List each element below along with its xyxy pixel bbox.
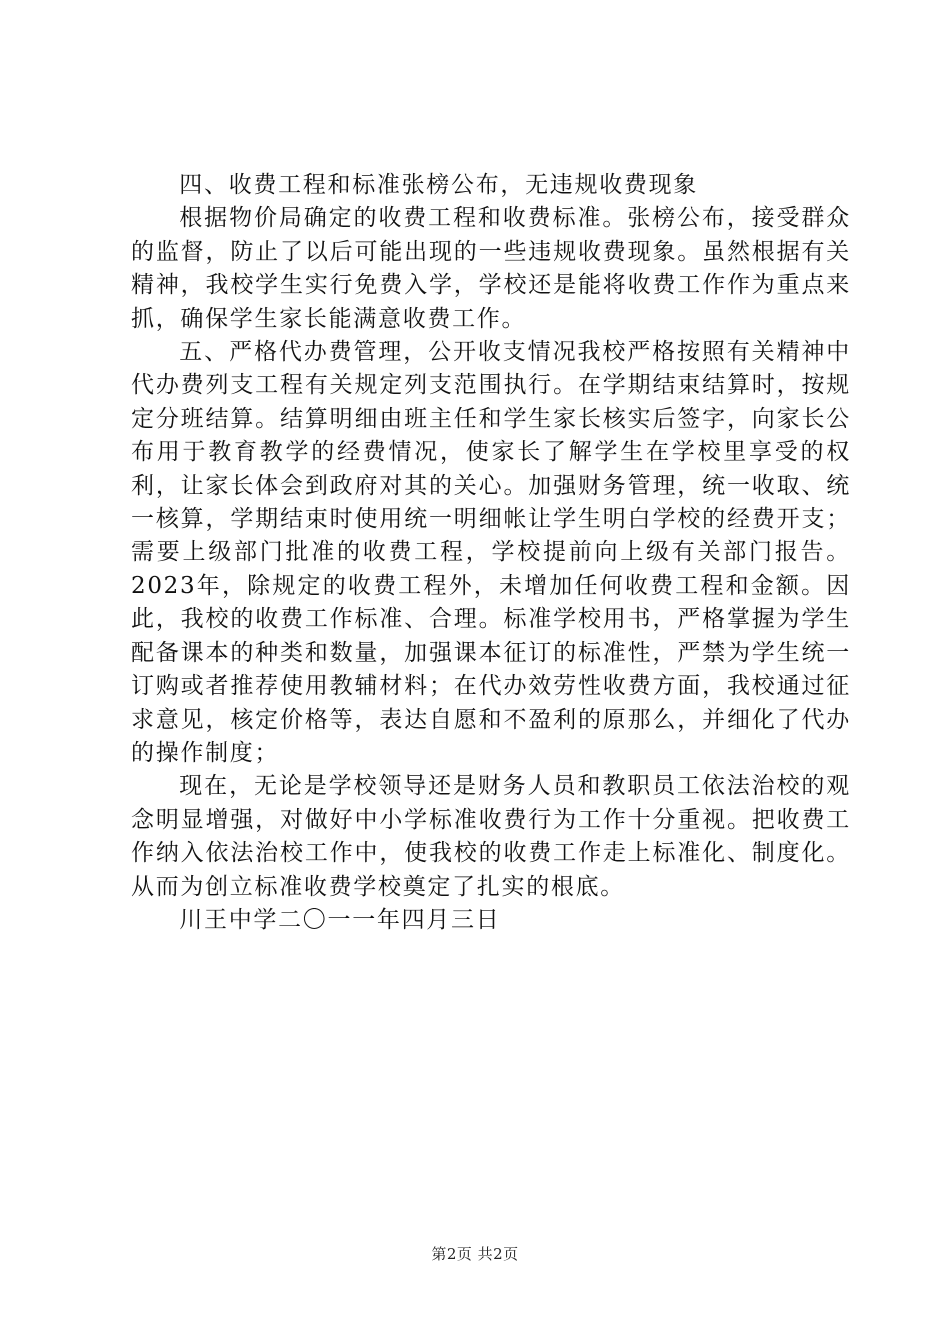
body-paragraph: 根据物价局确定的收费工程和收费标准。张榜公布，接受群众的监督，防止了以后可能出现的一些违规收费现象。虽然根据有关精神，我校学生实行免费入学，学校还是能将收费工作作为重点来抓，确保学生家长能满意收费工作。 [131, 205, 851, 332]
signature-date-line: 川王中学二〇一一年四月三日 [179, 906, 501, 933]
page-number-footer: 第2页 共2页 [431, 1245, 519, 1263]
document-body [131, 169, 851, 937]
body-paragraph: 现在，无论是学校领导还是财务人员和教职员工依法治校的观念明显增强，对做好中小学标准收费行为工作十分重视。把收费工作纳入依法治校工作中，使我校的收费工作走上标准化、制度化。从而为创立标准收费学校奠定了扎实的根底。 [131, 773, 851, 900]
section-heading-four: 四、收费工程和标准张榜公布，无违规收费现象 [179, 172, 698, 198]
section-paragraph-five: 五、严格代办费管理，公开收支情况我校严格按照有关精神中代办费列支工程有关规定列支范围执行。在学期结束结算时，按规定分班结算。结算明细由班主任和学生家长核实后签字，向家长公布用于教育教学的经费情况，使家长了解学生在学校里享受的权利，让家长体会到政府对其的关心。加强财务管理，统一收取、统一核算，学期结束时使用统一明细帐让学生明白学校的经费开支；需要上级部门批准的收费工程，学校提前向上级有关部门报告。2023年，除规定的收费工程外，未增加任何收费工程和金额。因此，我校的收费工作标准、合理。标准学校用书，严格掌握为学生配备课本的种类和数量，加强课本征订的标准性，严禁为学生统一订购或者推荐使用教辅材料；在代办效劳性收费方面，我校通过征求意见，核定价格等，表达自愿和不盈利的原那么，并细化了代办的操作制度； [131, 339, 851, 766]
